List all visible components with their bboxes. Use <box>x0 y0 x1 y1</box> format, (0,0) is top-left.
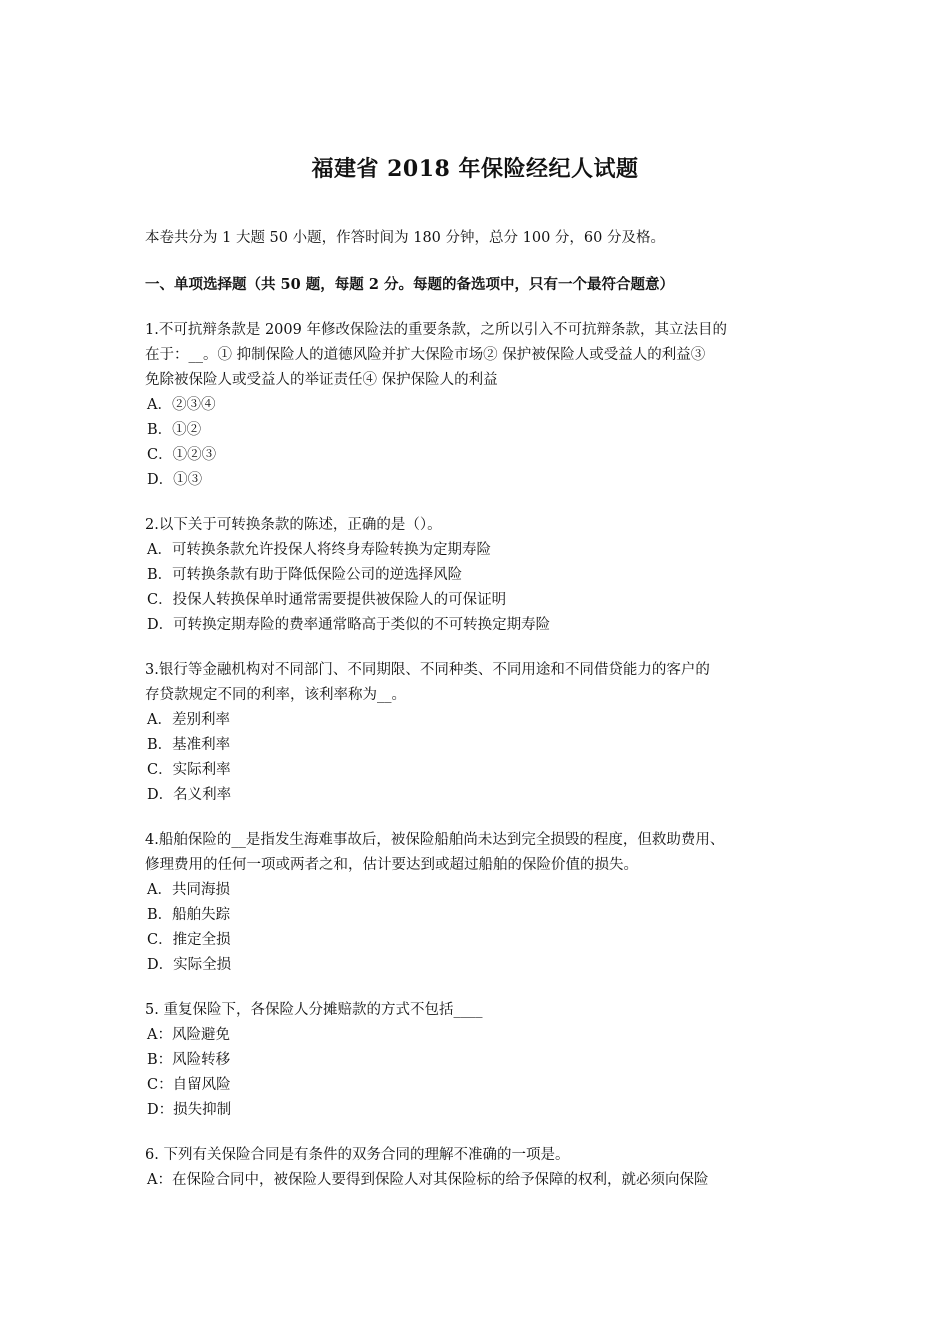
question-stem-line: 1.不可抗辩条款是 2009 年修改保险法的重要条款，之所以引入不可抗辩条款，其立法目的 <box>145 322 727 338</box>
question-3 <box>145 658 825 808</box>
question-4 <box>145 828 825 978</box>
option-b: B．可转换条款有助于降低保险公司的逆选择风险 <box>147 567 463 583</box>
option-c: C．①②③ <box>147 447 217 463</box>
option-d: D：损失抑制 <box>147 1102 232 1118</box>
question-stem-line: 3.银行等金融机构对不同部门、不同期限、不同种类、不同用途和不同借贷能力的客户的 <box>145 662 710 678</box>
question-stem-line: 2.以下关于可转换条款的陈述，正确的是（）。 <box>145 517 442 533</box>
option-a: A．②③④ <box>147 397 216 413</box>
exam-intro: 本卷共分为 1 大题 50 小题，作答时间为 180 分钟，总分 100 分，60 分及格。 <box>145 230 665 246</box>
option-d: D．①③ <box>147 472 203 488</box>
option-a: A：在保险合同中，被保险人要得到保险人对其保险标的给予保障的权利，就必须向保险 <box>147 1172 709 1188</box>
question-1 <box>145 318 825 493</box>
document-body <box>145 226 825 1213</box>
question-stem-line: 6. 下列有关保险合同是有条件的双务合同的理解不准确的一项是。 <box>145 1147 570 1163</box>
question-6 <box>145 1143 825 1193</box>
option-b: B．船舶失踪 <box>147 907 231 923</box>
question-stem-line: 在于：__。① 抑制保险人的道德风险并扩大保险市场② 保护被保险人或受益人的利益③ <box>145 347 706 363</box>
question-stem-line: 修理费用的任何一项或两者之和，估计要达到或超过船舶的保险价值的损失。 <box>145 857 638 873</box>
option-c: C．投保人转换保单时通常需要提供被保险人的可保证明 <box>147 592 507 608</box>
section-heading: 一、单项选择题（共 50 题，每题 2 分。每题的备选项中，只有一个最符合题意） <box>145 276 674 293</box>
option-c: C：自留风险 <box>147 1077 231 1093</box>
document-title: 福建省 2018 年保险经纪人试题 <box>311 156 639 182</box>
option-c: C．推定全损 <box>147 932 231 948</box>
option-a: A．差别利率 <box>147 712 230 728</box>
question-stem-line: 免除被保险人或受益人的举证责任④ 保护保险人的利益 <box>145 372 498 388</box>
option-d: D．名义利率 <box>147 787 232 803</box>
question-2 <box>145 513 825 638</box>
option-c: C．实际利率 <box>147 762 231 778</box>
option-a: A．可转换条款允许投保人将终身寿险转换为定期寿险 <box>147 542 491 558</box>
option-b: B：风险转移 <box>147 1052 231 1068</box>
option-d: D．实际全损 <box>147 957 232 973</box>
option-d: D．可转换定期寿险的费率通常略高于类似的不可转换定期寿险 <box>147 617 551 633</box>
option-a: A：风险避免 <box>147 1027 230 1043</box>
question-5 <box>145 998 825 1123</box>
option-b: B．基准利率 <box>147 737 231 753</box>
question-stem-line: 存贷款规定不同的利率，该利率称为__。 <box>145 687 406 703</box>
question-stem-line: 4.船舶保险的__是指发生海难事故后，被保险船舶尚未达到完全损毁的程度，但救助费用、 <box>145 832 725 848</box>
option-a: A．共同海损 <box>147 882 230 898</box>
question-stem-line: 5. 重复保险下，各保险人分摊赔款的方式不包括____ <box>145 1002 483 1018</box>
option-b: B．①② <box>147 422 202 438</box>
